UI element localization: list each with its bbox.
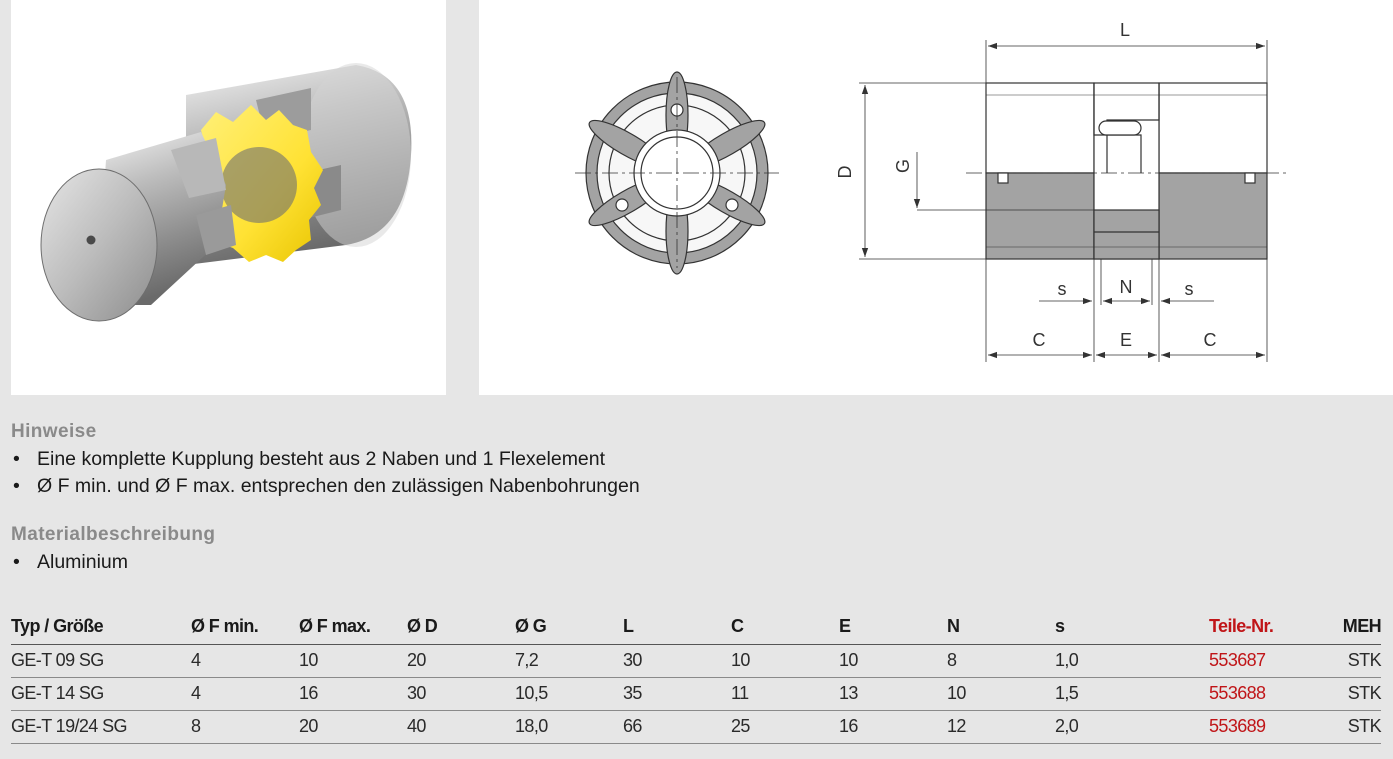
bullet-icon: • — [13, 448, 20, 470]
technical-drawing-panel — [479, 0, 1393, 395]
cell-n: 8 — [947, 644, 1055, 677]
col-header-g: Ø G — [515, 610, 623, 644]
col-header-e: E — [839, 610, 947, 644]
col-header-part-number: Teile-Nr. — [1209, 610, 1309, 644]
dim-label-D: D — [835, 165, 855, 179]
cell-g: 7,2 — [515, 644, 623, 677]
cell-type: GE-T 09 SG — [11, 644, 191, 677]
cell-g: 10,5 — [515, 677, 623, 710]
dim-label-G: G — [893, 158, 913, 174]
dim-label-C-left: C — [1032, 330, 1046, 350]
cell-g: 18,0 — [515, 710, 623, 743]
dimension-drawing — [479, 0, 1393, 395]
cell-s: 2,0 — [1055, 710, 1209, 743]
col-header-unit: MEH — [1309, 610, 1381, 644]
spec-table — [11, 610, 1381, 744]
dim-label-E: E — [1119, 330, 1133, 350]
cell-l: 35 — [623, 677, 731, 710]
col-header-f-max: Ø F max. — [299, 610, 407, 644]
material-heading: Materialbeschreibung — [11, 524, 216, 545]
col-header-f-min: Ø F min. — [191, 610, 299, 644]
product-photo-panel — [11, 0, 446, 395]
dim-label-L: L — [1119, 20, 1131, 40]
cell-l: 30 — [623, 644, 731, 677]
cell-e: 13 — [839, 677, 947, 710]
material-list — [11, 549, 128, 576]
dim-label-s-left: s — [1057, 279, 1067, 299]
cell-e: 10 — [839, 644, 947, 677]
bullet-icon: • — [13, 475, 20, 497]
col-header-c: C — [731, 610, 839, 644]
cell-e: 16 — [839, 710, 947, 743]
cell-c: 10 — [731, 644, 839, 677]
cell-part-number[interactable]: 553689 — [1209, 710, 1309, 743]
cell-n: 10 — [947, 677, 1055, 710]
cell-part-number[interactable]: 553687 — [1209, 644, 1309, 677]
notes-list — [11, 446, 640, 500]
side-view — [986, 83, 1267, 259]
table-row — [11, 677, 1381, 710]
col-header-n: N — [947, 610, 1055, 644]
cell-d: 30 — [407, 677, 515, 710]
cell-l: 66 — [623, 710, 731, 743]
cell-s: 1,0 — [1055, 644, 1209, 677]
col-header-l: L — [623, 610, 731, 644]
cell-unit: STK — [1309, 644, 1381, 677]
front-hub-face — [41, 169, 157, 321]
dim-label-N: N — [1119, 277, 1133, 297]
col-header-s: s — [1055, 610, 1209, 644]
cell-f-max: 20 — [299, 710, 407, 743]
cell-n: 12 — [947, 710, 1055, 743]
cell-f-min: 4 — [191, 677, 299, 710]
bullet-icon: • — [13, 551, 20, 573]
cell-d: 40 — [407, 710, 515, 743]
notes-item — [11, 446, 640, 473]
cell-type: GE-T 14 SG — [11, 677, 191, 710]
cell-c: 11 — [731, 677, 839, 710]
table-row — [11, 644, 1381, 677]
cell-s: 1,5 — [1055, 677, 1209, 710]
notes-item-text: Ø F min. und Ø F max. entsprechen den zulässigen Nabenbohrungen — [37, 475, 640, 497]
material-item-text: Aluminium — [37, 551, 129, 573]
bore-hole — [87, 236, 96, 245]
cell-f-min: 8 — [191, 710, 299, 743]
table-header-row — [11, 610, 1381, 644]
table-row — [11, 710, 1381, 743]
col-header-d: Ø D — [407, 610, 515, 644]
dim-label-C-right: C — [1203, 330, 1217, 350]
cell-f-max: 16 — [299, 677, 407, 710]
col-header-type: Typ / Größe — [11, 610, 191, 644]
coupling-photo-illustration — [11, 0, 446, 395]
notes-item — [11, 473, 640, 500]
cell-d: 20 — [407, 644, 515, 677]
cell-type: GE-T 19/24 SG — [11, 710, 191, 743]
cell-f-max: 10 — [299, 644, 407, 677]
cell-unit: STK — [1309, 677, 1381, 710]
cell-part-number[interactable]: 553688 — [1209, 677, 1309, 710]
material-item — [11, 549, 128, 576]
cell-c: 25 — [731, 710, 839, 743]
notes-item-text: Eine komplette Kupplung besteht aus 2 Naben und 1 Flexelement — [37, 448, 606, 470]
cell-f-min: 4 — [191, 644, 299, 677]
cell-unit: STK — [1309, 710, 1381, 743]
dim-label-s-right: s — [1184, 279, 1194, 299]
notes-heading: Hinweise — [11, 421, 97, 442]
